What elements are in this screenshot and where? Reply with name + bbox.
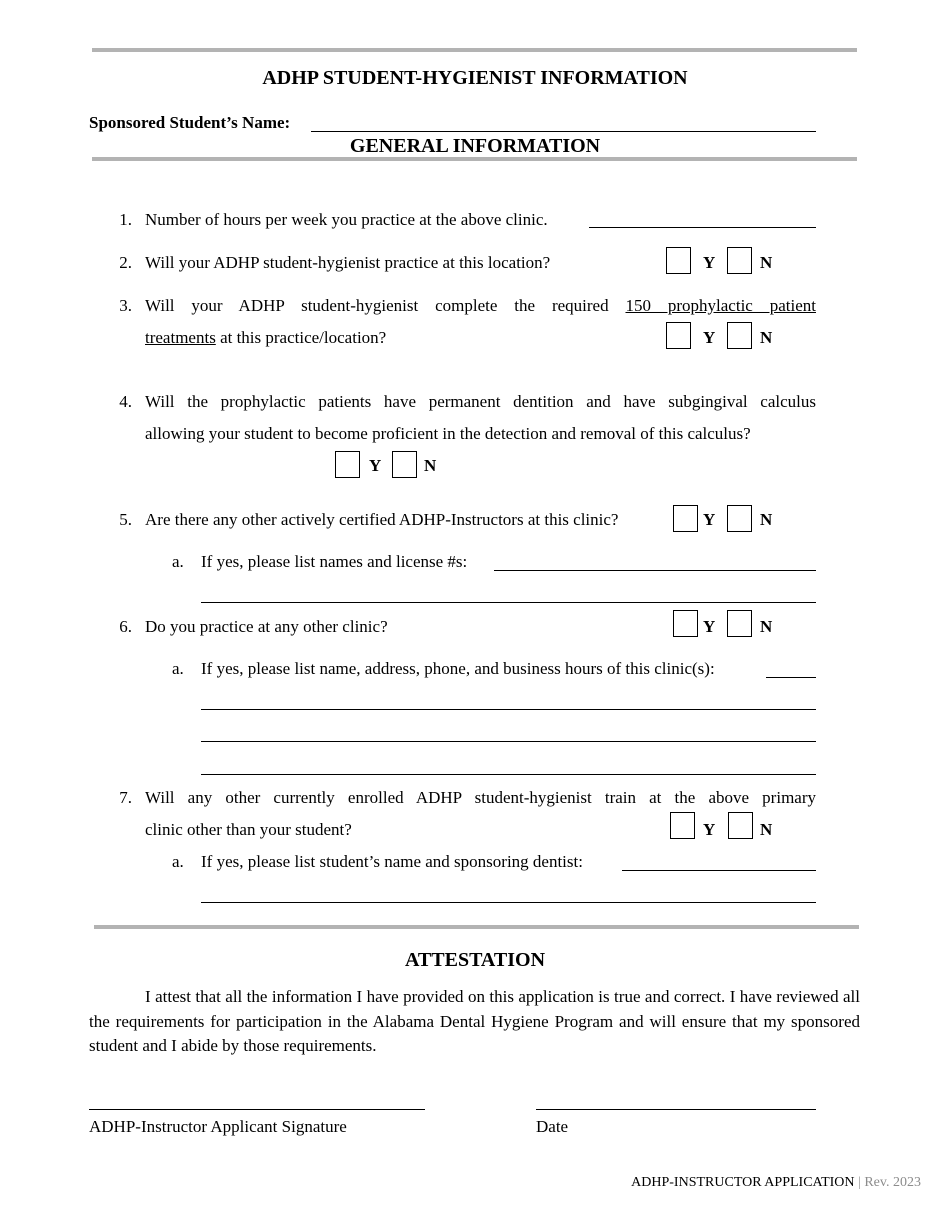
question-3-line-1 xyxy=(145,296,816,316)
page-title: ADHP STUDENT-HYGIENIST INFORMATION xyxy=(262,67,688,89)
question-5a-text: If yes, please list names and license #s: xyxy=(201,552,468,571)
section-divider xyxy=(92,157,857,161)
attestation-divider xyxy=(94,925,859,929)
q6-no-label: N xyxy=(760,617,773,636)
question-4-line-2: allowing your student to become proficient in the detection and removal of this calculus? xyxy=(145,424,751,443)
q2-no-checkbox[interactable] xyxy=(727,247,752,274)
section-general-information: GENERAL INFORMATION xyxy=(349,135,601,157)
other-clinic-field-2[interactable] xyxy=(201,709,816,710)
question-1-number: 1. xyxy=(119,210,132,229)
question-3-underlined-1: 150 prophylactic patient xyxy=(625,296,816,315)
instructor-names-field-2[interactable] xyxy=(201,602,816,603)
footer-revision: Rev. 2023 xyxy=(864,1175,921,1190)
q7-no-label: N xyxy=(760,820,773,839)
signature-label: ADHP-Instructor Applicant Signature xyxy=(89,1117,347,1136)
q4-no-checkbox[interactable] xyxy=(392,451,417,478)
question-5-text: Are there any other actively certified ADHP-Instructors at this clinic? xyxy=(145,510,619,529)
hours-per-week-field[interactable] xyxy=(589,227,816,228)
q2-yes-label: Y xyxy=(703,253,716,272)
attestation-text: I attest that all the information I have provided on this application is true and correct. I have reviewed all the requirements for participation in the Alabama Dental Hygiene Program and will ensure that my sponsored student and I abide by those requirements. xyxy=(89,987,860,1055)
student-name-label: Sponsored Student’s Name: xyxy=(89,113,291,132)
question-1-text: Number of hours per week you practice at the above clinic. xyxy=(145,210,548,229)
question-2-number: 2. xyxy=(119,253,132,272)
question-3-rest: at this practice/location? xyxy=(215,328,387,347)
footer-application: ADHP-INSTRUCTOR APPLICATION xyxy=(631,1175,855,1190)
signature-field[interactable] xyxy=(89,1109,425,1110)
q7-no-checkbox[interactable] xyxy=(728,812,753,839)
q6-yes-label: Y xyxy=(703,617,716,636)
question-3-line-2 xyxy=(145,328,386,348)
q2-yes-checkbox[interactable] xyxy=(666,247,691,274)
q7-yes-label: Y xyxy=(703,820,716,839)
q5-yes-label: Y xyxy=(703,510,716,529)
instructor-names-field[interactable] xyxy=(494,570,816,571)
top-divider xyxy=(92,48,857,52)
q3-no-label: N xyxy=(760,328,773,347)
question-4-line-1: Will the prophylactic patients have permanent dentition and have subgingival calculus xyxy=(145,392,816,411)
question-7a-letter: a. xyxy=(172,852,184,871)
other-clinic-field-4[interactable] xyxy=(201,774,816,775)
question-5a-letter: a. xyxy=(172,552,184,571)
q3-yes-checkbox[interactable] xyxy=(666,322,691,349)
question-3-number: 3. xyxy=(119,296,132,315)
question-6-number: 6. xyxy=(119,617,132,636)
question-7-line-1: Will any other currently enrolled ADHP student-hygienist train at the above primary xyxy=(145,788,816,807)
q5-no-checkbox[interactable] xyxy=(727,505,752,532)
q4-yes-checkbox[interactable] xyxy=(335,451,360,478)
q5-yes-checkbox[interactable] xyxy=(673,505,698,532)
q2-no-label: N xyxy=(760,253,773,272)
q3-yes-label: Y xyxy=(703,328,716,347)
q6-yes-checkbox[interactable] xyxy=(673,610,698,637)
q7-yes-checkbox[interactable] xyxy=(670,812,695,839)
q4-yes-label: Y xyxy=(369,456,382,475)
footer-separator: | xyxy=(858,1175,861,1190)
attestation-title: ATTESTATION xyxy=(404,949,546,971)
question-6-text: Do you practice at any other clinic? xyxy=(145,617,388,636)
date-label: Date xyxy=(536,1117,569,1136)
other-clinic-field[interactable] xyxy=(766,677,816,678)
q5-no-label: N xyxy=(760,510,773,529)
question-7a-text: If yes, please list student’s name and sponsoring dentist: xyxy=(201,852,583,871)
question-3-text: Will your ADHP student-hygienist complete the required xyxy=(145,296,609,315)
question-5-number: 5. xyxy=(119,510,132,529)
question-6a-letter: a. xyxy=(172,659,184,678)
student-dentist-field[interactable] xyxy=(622,870,816,871)
q3-no-checkbox[interactable] xyxy=(727,322,752,349)
question-3-underlined-2: treatments xyxy=(145,328,216,347)
question-6a-text: If yes, please list name, address, phone, and business hours of this clinic(s): xyxy=(201,659,715,678)
question-7-line-2: clinic other than your student? xyxy=(145,820,352,839)
q6-no-checkbox[interactable] xyxy=(727,610,752,637)
date-field[interactable] xyxy=(536,1109,816,1110)
student-name-field[interactable] xyxy=(311,131,816,132)
student-dentist-field-2[interactable] xyxy=(201,902,816,903)
question-7-number: 7. xyxy=(119,788,132,807)
question-4-number: 4. xyxy=(119,392,132,411)
question-2-text: Will your ADHP student-hygienist practice at this location? xyxy=(145,253,551,272)
q4-no-label: N xyxy=(424,456,437,475)
page-footer xyxy=(631,1175,921,1191)
other-clinic-field-3[interactable] xyxy=(201,741,816,742)
